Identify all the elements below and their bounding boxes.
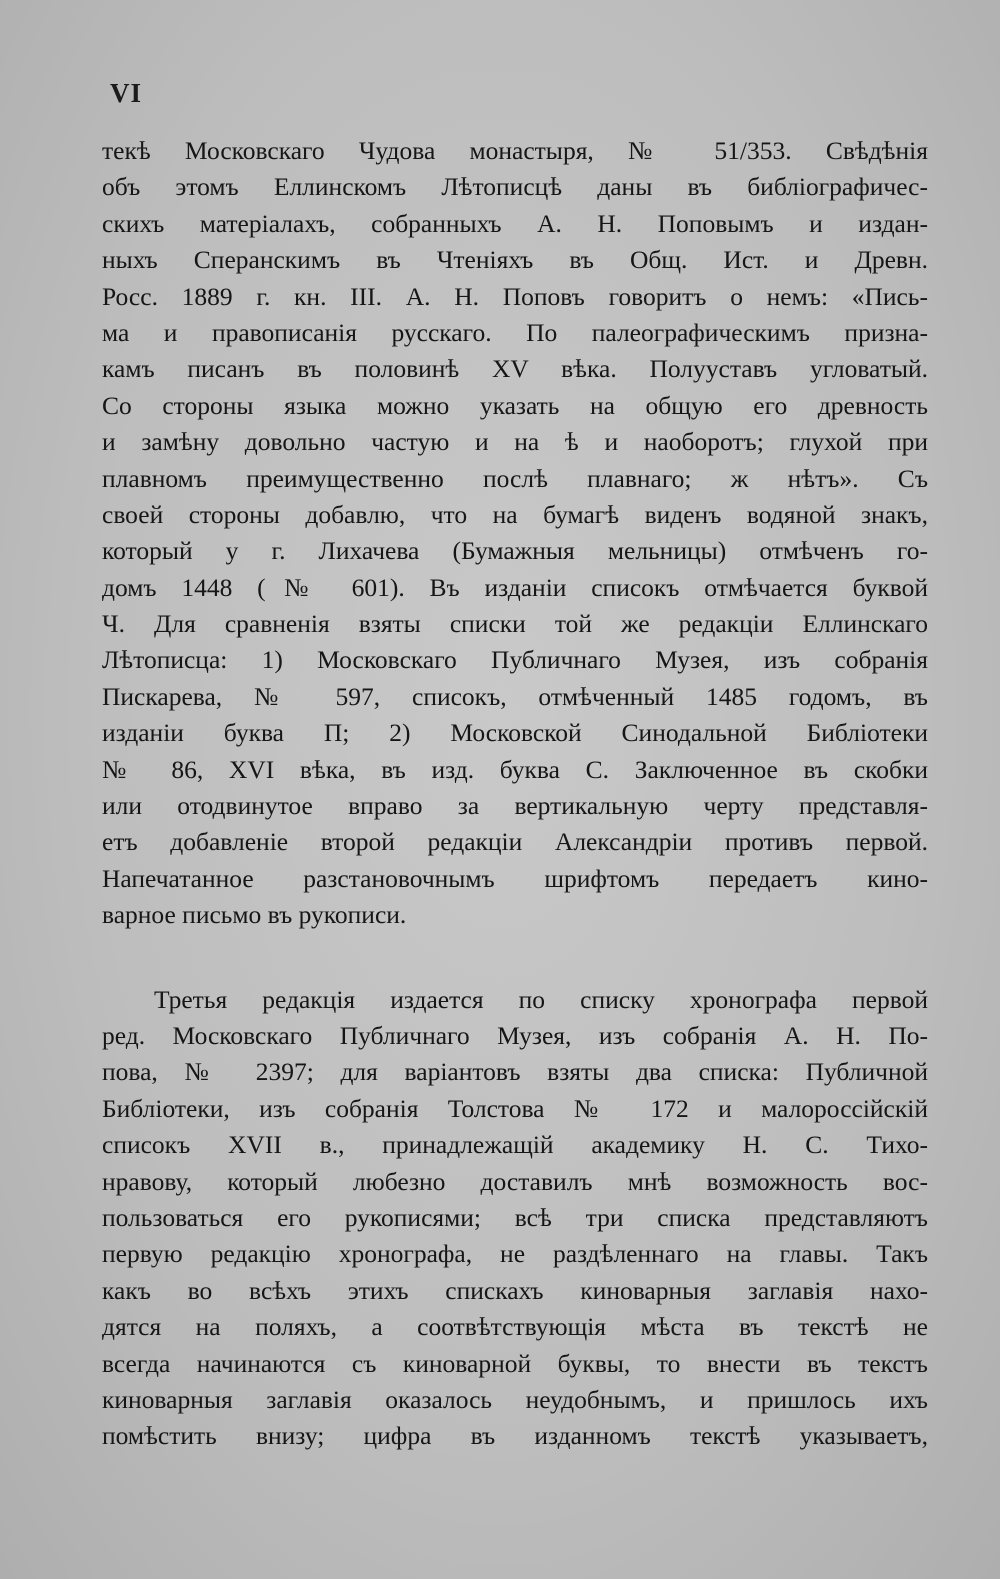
text-line: варное письмо въ рукописи. [102,900,407,930]
text-line: или отодвинутое вправо за вертикальную черту представля- [102,791,928,821]
text-line: своей стороны добавлю, что на бумагѣ виденъ водяной знакъ, [102,499,928,529]
text-line: всегда начинаются съ киноварной буквы, то внести въ текстъ [102,1348,928,1378]
text-line: ред. Московскаго Публичнаго Музея, изъ собранія А. Н. По- [102,1020,928,1050]
text-line: объ этомъ Еллинскомъ Лѣтописцѣ даны въ библіографичес- [102,172,928,202]
text-line: № 86, XVI вѣка, въ изд. буква С. Заключенное въ скобки [102,754,928,784]
paragraph-1 [102,133,928,934]
text-line: изданіи буква П; 2) Московской Синодальной Библіотеки [102,718,928,748]
text-line: Ч. Для сравненія взяты списки той же редакціи Еллинскаго [102,609,928,639]
text-line: киноварныя заглавія оказалось неудобнымъ, и пришлось ихъ [102,1384,928,1414]
text-line: камъ писанъ въ половинѣ XV вѣка. Полууставъ угловатый. [102,354,928,384]
text-line: списокъ XVII в., принадлежащій академику Н. С. Тихо- [102,1130,928,1160]
text-line: ма и правописанія русскаго. По палеографическимъ призна- [102,317,928,347]
text-line: дятся на поляхъ, а соотвѣтствующія мѣста въ текстѣ не [102,1312,928,1342]
text-line: ныхъ Сперанскимъ въ Чтеніяхъ въ Общ. Ист. и Древн. [102,245,928,275]
text-line: Третья редакція издается по списку хронографа первой [154,984,928,1014]
text-line: домъ 1448 (№ 601). Въ изданіи списокъ отмѣчается буквой [102,572,928,602]
text-line: помѣстить внизу; цифра въ изданномъ текстѣ указываетъ, [102,1421,928,1451]
text-line: первую редакцію хронографа, не раздѣленнаго на главы. Такъ [102,1239,928,1269]
page-number: VI [110,78,143,108]
paragraph-2 [102,982,928,1455]
text-line: Росс. 1889 г. кн. III. А. Н. Поповъ говоритъ о немъ: «Пись- [102,281,928,311]
text-line: етъ добавленіе второй редакціи Александріи противъ первой. [102,827,928,857]
paragraph-gap [102,934,928,982]
text-line: какъ во всѣхъ этихъ спискахъ киноварныя заглавія нахо- [102,1275,928,1305]
text-line: Напечатанное разстановочнымъ шрифтомъ передаетъ кино- [102,863,928,893]
text-line: текѣ Московскаго Чудова монастыря, № 51/353. Свѣдѣнія [102,136,928,165]
body-text [102,133,928,1455]
text-line: Пискарева, № 597, списокъ, отмѣченный 1485 годомъ, въ [102,681,928,711]
text-line: нравову, который любезно доставилъ мнѣ возможность вос- [102,1166,928,1196]
text-line: Библіотеки, изъ собранія Толстова № 172 и малороссійскій [102,1093,928,1123]
text-line: пова, № 2397; для варіантовъ взяты два списка: Публичной [102,1057,928,1087]
text-line: и замѣну довольно частую и на ѣ и наоборотъ; глухой при [102,427,928,457]
text-line: пользоваться его рукописями; всѣ три списка представляютъ [102,1202,928,1232]
text-line: скихъ матеріалахъ, собранныхъ А. Н. Поповымъ и издан- [102,208,928,238]
text-line: Лѣтописца: 1) Московскаго Публичнаго Музея, изъ собранія [102,645,928,675]
text-line: который у г. Лихачева (Бумажныя мельницы) отмѣченъ го- [102,536,928,566]
text-line: Со стороны языка можно указать на общую его древность [102,390,928,420]
text-line: плавномъ преимущественно послѣ плавнаго; ж нѣтъ». Съ [102,463,928,493]
